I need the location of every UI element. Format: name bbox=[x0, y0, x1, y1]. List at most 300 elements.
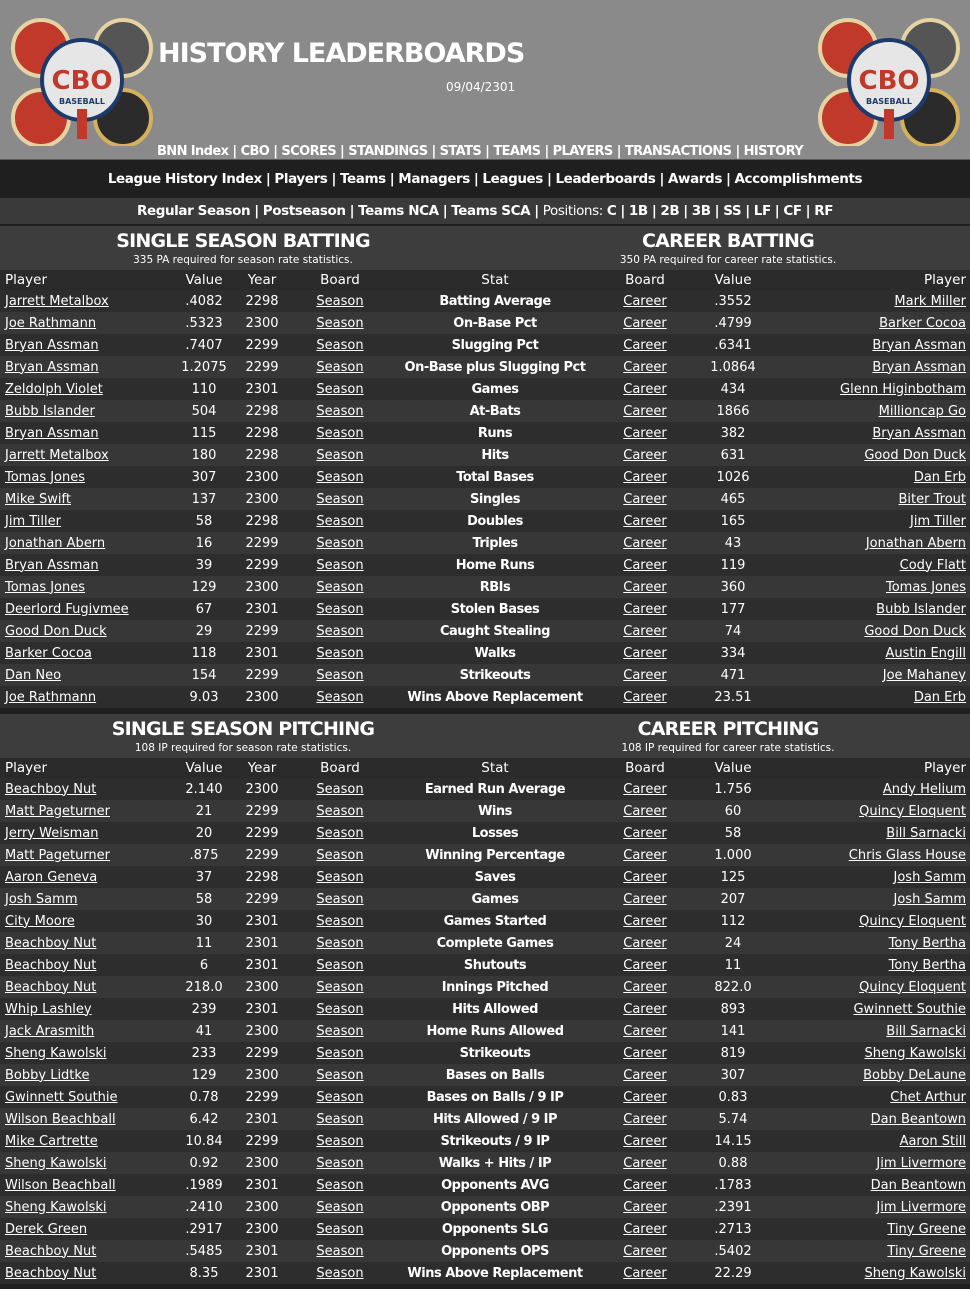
season-player-link[interactable]: Tomas Jones bbox=[5, 579, 86, 595]
career-board-link-cell bbox=[602, 532, 688, 554]
season-player-link[interactable]: Bryan Assman bbox=[5, 359, 99, 375]
season-board-link-cell bbox=[292, 576, 388, 598]
career-board-link[interactable]: Career bbox=[623, 1243, 667, 1259]
season-board-link[interactable]: Season bbox=[316, 469, 364, 485]
top-nav-link-transactions[interactable]: TRANSACTIONS bbox=[624, 144, 732, 159]
career-board-link[interactable]: Career bbox=[623, 891, 667, 907]
career-player-link[interactable]: Josh Samm bbox=[893, 891, 966, 907]
season-board-link[interactable]: Season bbox=[316, 803, 364, 819]
career-player-link[interactable]: Dan Beantown bbox=[870, 1177, 966, 1193]
season-board-link[interactable]: Season bbox=[316, 1089, 364, 1105]
season-player-link[interactable]: Jarrett Metalbox bbox=[5, 293, 109, 309]
career-player-link[interactable]: Josh Samm bbox=[893, 869, 966, 885]
season-value: 16 bbox=[176, 532, 232, 554]
career-player-link[interactable]: Good Don Duck bbox=[864, 623, 966, 639]
position-link-ss[interactable]: SS bbox=[723, 203, 742, 219]
season-player-link[interactable]: Sheng Kawolski bbox=[5, 1045, 107, 1061]
nav-separator: | bbox=[389, 171, 395, 187]
season-board-link[interactable]: Season bbox=[316, 293, 364, 309]
career-pitching-title: CAREER PITCHING bbox=[637, 718, 819, 740]
career-board-link[interactable]: Career bbox=[623, 1001, 667, 1017]
season-player-link[interactable]: Jonathan Abern bbox=[5, 535, 106, 551]
season-player-link[interactable]: Sheng Kawolski bbox=[5, 1155, 107, 1171]
career-board-link[interactable]: Career bbox=[623, 535, 667, 551]
stat-name: Strikeouts bbox=[388, 1042, 602, 1064]
season-player-link-cell bbox=[0, 422, 176, 444]
board-nav-link-teams-sca[interactable]: Teams SCA bbox=[451, 203, 531, 219]
season-player-link[interactable]: Mike Cartrette bbox=[5, 1133, 98, 1149]
career-player-link[interactable]: Bryan Assman bbox=[872, 425, 966, 441]
top-nav-link-players[interactable]: PLAYERS bbox=[552, 144, 613, 159]
career-player-link[interactable]: Good Don Duck bbox=[864, 447, 966, 463]
season-board-link-cell bbox=[292, 888, 388, 910]
career-player-link[interactable]: Austin Engill bbox=[885, 645, 966, 661]
career-board-link[interactable]: Career bbox=[623, 293, 667, 309]
career-board-link[interactable]: Career bbox=[623, 825, 667, 841]
career-player-link[interactable]: Glenn Higinbotham bbox=[840, 381, 966, 397]
stat-name: Shutouts bbox=[388, 954, 602, 976]
nav-separator: | bbox=[683, 203, 688, 219]
career-board-link[interactable]: Career bbox=[623, 557, 667, 573]
season-board-link[interactable]: Season bbox=[316, 1221, 364, 1237]
table-row bbox=[0, 598, 970, 620]
career-player-link[interactable]: Mark Miller bbox=[894, 293, 966, 309]
position-link-lf[interactable]: LF bbox=[753, 203, 771, 219]
pitching-section-header bbox=[0, 714, 970, 758]
season-board-link[interactable]: Season bbox=[316, 1265, 364, 1281]
season-player-link[interactable]: Matt Pageturner bbox=[5, 803, 111, 819]
career-player-link-cell bbox=[778, 778, 970, 800]
career-board-link[interactable]: Career bbox=[623, 645, 667, 661]
season-board-link[interactable]: Season bbox=[316, 825, 364, 841]
career-board-link[interactable]: Career bbox=[623, 847, 667, 863]
col-board-header: Board bbox=[292, 758, 388, 778]
top-nav-link-cbo[interactable]: CBO bbox=[240, 144, 270, 159]
season-value: 307 bbox=[176, 466, 232, 488]
table-row bbox=[0, 620, 970, 642]
season-value: 37 bbox=[176, 866, 232, 888]
season-year: 2300 bbox=[232, 312, 292, 334]
season-board-link[interactable]: Season bbox=[316, 315, 364, 331]
season-board-link[interactable]: Season bbox=[316, 535, 364, 551]
season-player-link[interactable]: Joe Rathmann bbox=[5, 315, 97, 331]
logo-league-text-right: CBO bbox=[858, 66, 920, 96]
history-nav-link-leaderboards[interactable]: Leaderboards bbox=[555, 171, 656, 187]
season-board-link[interactable]: Season bbox=[316, 1023, 364, 1039]
board-nav-link-postseason[interactable]: Postseason bbox=[262, 203, 346, 219]
season-value: .5323 bbox=[176, 312, 232, 334]
season-player-link[interactable]: Beachboy Nut bbox=[5, 1243, 97, 1259]
career-player-link[interactable]: Chris Glass House bbox=[848, 847, 966, 863]
season-board-link[interactable]: Season bbox=[316, 337, 364, 353]
history-nav-link-leagues[interactable]: Leagues bbox=[482, 171, 543, 187]
history-nav-link-teams[interactable]: Teams bbox=[339, 171, 386, 187]
season-board-link[interactable]: Season bbox=[316, 1111, 364, 1127]
stat-name: Doubles bbox=[388, 510, 602, 532]
career-value: .6341 bbox=[688, 334, 778, 356]
col-player-header: Player bbox=[0, 270, 176, 290]
league-logo-right[interactable] bbox=[814, 14, 964, 146]
season-player-link-cell bbox=[0, 1064, 176, 1086]
career-board-link[interactable]: Career bbox=[623, 667, 667, 683]
career-board-link[interactable]: Career bbox=[623, 425, 667, 441]
career-player-link[interactable]: Sheng Kawolski bbox=[864, 1045, 966, 1061]
career-player-link-cell bbox=[778, 1240, 970, 1262]
career-value: 0.88 bbox=[688, 1152, 778, 1174]
season-board-link[interactable]: Season bbox=[316, 1133, 364, 1149]
season-board-link[interactable]: Season bbox=[316, 869, 364, 885]
season-board-link[interactable]: Season bbox=[316, 1155, 364, 1171]
season-year: 2300 bbox=[232, 1218, 292, 1240]
career-board-link[interactable]: Career bbox=[623, 403, 667, 419]
single-season-batting-title: SINGLE SEASON BATTING bbox=[116, 230, 370, 252]
career-board-link[interactable]: Career bbox=[623, 359, 667, 375]
career-player-link[interactable]: Jim Livermore bbox=[876, 1199, 966, 1215]
career-player-link[interactable]: Andy Helium bbox=[882, 781, 966, 797]
position-link-1b[interactable]: 1B bbox=[628, 203, 648, 219]
season-board-link[interactable]: Season bbox=[316, 557, 364, 573]
history-nav-link-league-history-index[interactable]: League History Index bbox=[107, 171, 262, 187]
table-row bbox=[0, 1240, 970, 1262]
season-player-link-cell bbox=[0, 686, 176, 708]
season-player-link[interactable]: Josh Samm bbox=[5, 891, 78, 907]
career-player-link[interactable]: Tony Bertha bbox=[888, 957, 966, 973]
career-player-link-cell bbox=[778, 290, 970, 312]
career-player-link[interactable]: Bill Sarnacki bbox=[886, 1023, 966, 1039]
season-player-link[interactable]: Barker Cocoa bbox=[5, 645, 92, 661]
career-player-link[interactable]: Gwinnett Southie bbox=[853, 1001, 966, 1017]
season-board-link[interactable]: Season bbox=[316, 1045, 364, 1061]
season-player-link-cell bbox=[0, 954, 176, 976]
season-board-link[interactable]: Season bbox=[316, 601, 364, 617]
career-player-link-cell bbox=[778, 1020, 970, 1042]
career-player-link[interactable]: Bryan Assman bbox=[872, 337, 966, 353]
career-player-link-cell bbox=[778, 1064, 970, 1086]
career-player-link[interactable]: Cody Flatt bbox=[899, 557, 966, 573]
season-board-link-cell bbox=[292, 910, 388, 932]
season-board-link[interactable]: Season bbox=[316, 623, 364, 639]
nav-separator: | bbox=[805, 203, 811, 219]
season-player-link[interactable]: Bobby Lidtke bbox=[5, 1067, 90, 1083]
season-player-link[interactable]: Zeldolph Violet bbox=[5, 381, 103, 397]
season-player-link[interactable]: Good Don Duck bbox=[5, 623, 107, 639]
history-nav-link-players[interactable]: Players bbox=[274, 171, 328, 187]
career-board-link[interactable]: Career bbox=[623, 957, 667, 973]
positions-label: Positions: bbox=[542, 203, 603, 219]
season-board-link[interactable]: Season bbox=[316, 425, 364, 441]
board-nav-link-regular-season[interactable]: Regular Season bbox=[136, 203, 251, 219]
career-batting-note: 350 PA required for career rate statistics. bbox=[619, 254, 837, 266]
nav-separator: | bbox=[232, 144, 237, 159]
career-player-link[interactable]: Aaron Still bbox=[899, 1133, 966, 1149]
season-board-link[interactable]: Season bbox=[316, 381, 364, 397]
career-player-link[interactable]: Barker Cocoa bbox=[879, 315, 966, 331]
season-board-link-cell bbox=[292, 954, 388, 976]
career-board-link-cell bbox=[602, 888, 688, 910]
stat-name: Home Runs Allowed bbox=[388, 1020, 602, 1042]
season-player-link[interactable]: Beachboy Nut bbox=[5, 935, 97, 951]
career-player-link[interactable]: Sheng Kawolski bbox=[864, 1265, 966, 1281]
career-board-link[interactable]: Career bbox=[623, 1155, 667, 1171]
season-year: 2300 bbox=[232, 1196, 292, 1218]
career-board-link[interactable]: Career bbox=[623, 935, 667, 951]
season-board-link[interactable]: Season bbox=[316, 1199, 364, 1215]
career-player-link[interactable]: Tiny Greene bbox=[887, 1221, 966, 1237]
career-board-link-cell bbox=[602, 1042, 688, 1064]
career-player-link[interactable]: Tomas Jones bbox=[885, 579, 966, 595]
career-player-link[interactable]: Bill Sarnacki bbox=[886, 825, 966, 841]
career-player-link[interactable]: Chet Arthur bbox=[890, 1089, 966, 1105]
career-value: .2391 bbox=[688, 1196, 778, 1218]
career-board-link[interactable]: Career bbox=[623, 913, 667, 929]
career-board-link-cell bbox=[602, 866, 688, 888]
season-player-link[interactable]: City Moore bbox=[5, 913, 75, 929]
career-board-link[interactable]: Career bbox=[623, 781, 667, 797]
top-nav-link-standings[interactable]: STANDINGS bbox=[348, 144, 428, 159]
career-board-link[interactable]: Career bbox=[623, 1221, 667, 1237]
career-board-link-cell bbox=[602, 954, 688, 976]
position-link-cf[interactable]: CF bbox=[783, 203, 802, 219]
stat-name: Singles bbox=[388, 488, 602, 510]
table-row bbox=[0, 1174, 970, 1196]
career-board-link[interactable]: Career bbox=[623, 601, 667, 617]
season-board-link[interactable]: Season bbox=[316, 667, 364, 683]
career-board-link[interactable]: Career bbox=[623, 1133, 667, 1149]
top-nav-link-teams[interactable]: TEAMS bbox=[493, 144, 541, 159]
season-player-link[interactable]: Jack Arasmith bbox=[5, 1023, 95, 1039]
season-board-link[interactable]: Season bbox=[316, 891, 364, 907]
career-board-link[interactable]: Career bbox=[623, 491, 667, 507]
top-nav-link-stats[interactable]: STATS bbox=[439, 144, 482, 159]
season-player-link[interactable]: Bubb Islander bbox=[5, 403, 95, 419]
top-nav-link-bnn-index[interactable]: BNN Index bbox=[157, 144, 229, 159]
season-board-link[interactable]: Season bbox=[316, 689, 364, 705]
career-player-link[interactable]: Quincy Eloquent bbox=[859, 913, 966, 929]
season-board-link[interactable]: Season bbox=[316, 847, 364, 863]
season-year: 2300 bbox=[232, 576, 292, 598]
nav-separator: | bbox=[473, 171, 479, 187]
position-link-rf[interactable]: RF bbox=[814, 203, 834, 219]
career-board-link[interactable]: Career bbox=[623, 337, 667, 353]
season-player-link[interactable]: Beachboy Nut bbox=[5, 957, 97, 973]
season-value: 30 bbox=[176, 910, 232, 932]
career-player-link[interactable]: Dan Erb bbox=[913, 469, 966, 485]
season-player-link-cell bbox=[0, 1196, 176, 1218]
career-board-link-cell bbox=[602, 1130, 688, 1152]
position-link-3b[interactable]: 3B bbox=[691, 203, 711, 219]
career-player-link[interactable]: Bobby DeLaune bbox=[863, 1067, 966, 1083]
season-board-link[interactable]: Season bbox=[316, 513, 364, 529]
stat-name: Losses bbox=[388, 822, 602, 844]
season-player-link[interactable]: Sheng Kawolski bbox=[5, 1199, 107, 1215]
table-row bbox=[0, 422, 970, 444]
career-board-link[interactable]: Career bbox=[623, 469, 667, 485]
season-year: 2300 bbox=[232, 488, 292, 510]
season-player-link[interactable]: Bryan Assman bbox=[5, 557, 99, 573]
career-board-link[interactable]: Career bbox=[623, 1199, 667, 1215]
career-player-link-cell bbox=[778, 554, 970, 576]
history-nav-link-managers[interactable]: Managers bbox=[398, 171, 470, 187]
season-player-link-cell bbox=[0, 1042, 176, 1064]
season-board-link-cell bbox=[292, 312, 388, 334]
career-board-link[interactable]: Career bbox=[623, 315, 667, 331]
stat-name: Triples bbox=[388, 532, 602, 554]
career-board-link[interactable]: Career bbox=[623, 1067, 667, 1083]
career-player-link-cell bbox=[778, 844, 970, 866]
season-year: 2301 bbox=[232, 998, 292, 1020]
season-player-link[interactable]: Joe Rathmann bbox=[5, 689, 97, 705]
season-board-link-cell bbox=[292, 1042, 388, 1064]
career-player-link[interactable]: Biter Trout bbox=[898, 491, 966, 507]
season-board-link-cell bbox=[292, 642, 388, 664]
season-value: 118 bbox=[176, 642, 232, 664]
career-board-link[interactable]: Career bbox=[623, 689, 667, 705]
career-board-link[interactable]: Career bbox=[623, 447, 667, 463]
season-player-link[interactable]: Beachboy Nut bbox=[5, 979, 97, 995]
season-player-link[interactable]: Wilson Beachball bbox=[5, 1111, 116, 1127]
career-player-link[interactable]: Joe Mahaney bbox=[882, 667, 966, 683]
season-player-link[interactable]: Jerry Weisman bbox=[5, 825, 99, 841]
season-board-link[interactable]: Season bbox=[316, 491, 364, 507]
season-player-link-cell bbox=[0, 378, 176, 400]
season-player-link[interactable]: Tomas Jones bbox=[5, 469, 86, 485]
col-career-board-header: Board bbox=[602, 270, 688, 290]
career-board-link[interactable]: Career bbox=[623, 869, 667, 885]
position-link-c[interactable]: C bbox=[606, 203, 617, 219]
career-player-link[interactable]: Quincy Eloquent bbox=[859, 979, 966, 995]
career-player-link[interactable]: Dan Beantown bbox=[870, 1111, 966, 1127]
season-value: 58 bbox=[176, 510, 232, 532]
position-link-2b[interactable]: 2B bbox=[660, 203, 680, 219]
season-player-link[interactable]: Deerlord Fugivmee bbox=[5, 601, 129, 617]
season-year: 2300 bbox=[232, 1020, 292, 1042]
career-player-link[interactable]: Quincy Eloquent bbox=[859, 803, 966, 819]
season-value: 8.35 bbox=[176, 1262, 232, 1284]
career-board-link[interactable]: Career bbox=[623, 513, 667, 529]
career-board-link[interactable]: Career bbox=[623, 1177, 667, 1193]
stat-name: Opponents SLG bbox=[388, 1218, 602, 1240]
season-player-link-cell bbox=[0, 334, 176, 356]
season-board-link[interactable]: Season bbox=[316, 781, 364, 797]
stat-name: RBIs bbox=[388, 576, 602, 598]
top-nav-link-history[interactable]: HISTORY bbox=[743, 144, 804, 159]
career-player-link[interactable]: Jim Tiller bbox=[910, 513, 966, 529]
stat-name: Wins Above Replacement bbox=[388, 1262, 602, 1284]
season-player-link[interactable]: Bryan Assman bbox=[5, 337, 99, 353]
league-logo[interactable] bbox=[7, 14, 157, 146]
history-nav-link-awards[interactable]: Awards bbox=[667, 171, 722, 187]
page-header bbox=[0, 0, 970, 160]
career-player-link-cell bbox=[778, 686, 970, 708]
season-player-link[interactable]: Jarrett Metalbox bbox=[5, 447, 109, 463]
top-nav-link-scores[interactable]: SCORES bbox=[281, 144, 337, 159]
season-player-link[interactable]: Matt Pageturner bbox=[5, 847, 111, 863]
season-board-link-cell bbox=[292, 800, 388, 822]
table-row bbox=[0, 1064, 970, 1086]
season-player-link[interactable]: Mike Swift bbox=[5, 491, 71, 507]
season-player-link[interactable]: Beachboy Nut bbox=[5, 1265, 97, 1281]
season-player-link[interactable]: Derek Green bbox=[5, 1221, 88, 1237]
season-player-link[interactable]: Beachboy Nut bbox=[5, 781, 97, 797]
season-board-link[interactable]: Season bbox=[316, 1001, 364, 1017]
season-board-link[interactable]: Season bbox=[316, 979, 364, 995]
season-board-link[interactable]: Season bbox=[316, 359, 364, 375]
season-player-link[interactable]: Wilson Beachball bbox=[5, 1177, 116, 1193]
career-board-link[interactable]: Career bbox=[623, 1023, 667, 1039]
season-board-link[interactable]: Season bbox=[316, 447, 364, 463]
season-board-link[interactable]: Season bbox=[316, 913, 364, 929]
career-board-link[interactable]: Career bbox=[623, 579, 667, 595]
career-board-link[interactable]: Career bbox=[623, 979, 667, 995]
season-board-link[interactable]: Season bbox=[316, 403, 364, 419]
table-row bbox=[0, 1086, 970, 1108]
season-board-link-cell bbox=[292, 998, 388, 1020]
table-row bbox=[0, 356, 970, 378]
batting-section-header bbox=[0, 226, 970, 270]
career-player-link[interactable]: Dan Erb bbox=[913, 689, 966, 705]
season-board-link[interactable]: Season bbox=[316, 1067, 364, 1083]
season-board-link[interactable]: Season bbox=[316, 645, 364, 661]
history-nav-link-accomplishments[interactable]: Accomplishments bbox=[734, 171, 863, 187]
season-player-link-cell bbox=[0, 576, 176, 598]
career-board-link[interactable]: Career bbox=[623, 1265, 667, 1281]
season-player-link-cell bbox=[0, 910, 176, 932]
career-player-link[interactable]: Jim Livermore bbox=[876, 1155, 966, 1171]
career-board-link[interactable]: Career bbox=[623, 381, 667, 397]
season-player-link[interactable]: Aaron Geneva bbox=[5, 869, 98, 885]
career-player-link-cell bbox=[778, 998, 970, 1020]
career-player-link-cell bbox=[778, 444, 970, 466]
season-board-link[interactable]: Season bbox=[316, 957, 364, 973]
season-player-link-cell bbox=[0, 664, 176, 686]
career-value: 1.0864 bbox=[688, 356, 778, 378]
stat-name: Home Runs bbox=[388, 554, 602, 576]
season-board-link[interactable]: Season bbox=[316, 935, 364, 951]
career-player-link[interactable]: Tony Bertha bbox=[888, 935, 966, 951]
career-board-link[interactable]: Career bbox=[623, 623, 667, 639]
season-year: 2299 bbox=[232, 844, 292, 866]
season-player-link[interactable]: Gwinnett Southie bbox=[5, 1089, 118, 1105]
career-player-link[interactable]: Bryan Assman bbox=[872, 359, 966, 375]
career-value: .3552 bbox=[688, 290, 778, 312]
career-player-link[interactable]: Bubb Islander bbox=[876, 601, 966, 617]
career-board-link[interactable]: Career bbox=[623, 1111, 667, 1127]
career-player-link[interactable]: Tiny Greene bbox=[887, 1243, 966, 1259]
season-player-link-cell bbox=[0, 1152, 176, 1174]
board-nav-link-teams-nca[interactable]: Teams NCA bbox=[358, 203, 439, 219]
table-row bbox=[0, 1020, 970, 1042]
season-board-link[interactable]: Season bbox=[316, 1243, 364, 1259]
career-board-link[interactable]: Career bbox=[623, 1045, 667, 1061]
nav-separator: | bbox=[534, 203, 539, 219]
career-player-link[interactable]: Jonathan Abern bbox=[865, 535, 966, 551]
season-player-link[interactable]: Jim Tiller bbox=[5, 513, 61, 529]
career-player-link[interactable]: Millioncap Go bbox=[878, 403, 966, 419]
season-player-link[interactable]: Dan Neo bbox=[5, 667, 62, 683]
season-board-link[interactable]: Season bbox=[316, 579, 364, 595]
season-year: 2299 bbox=[232, 822, 292, 844]
career-board-link[interactable]: Career bbox=[623, 803, 667, 819]
season-player-link-cell bbox=[0, 554, 176, 576]
season-board-link-cell bbox=[292, 1130, 388, 1152]
season-player-link[interactable]: Whip Lashley bbox=[5, 1001, 92, 1017]
season-board-link[interactable]: Season bbox=[316, 1177, 364, 1193]
season-value: .5485 bbox=[176, 1240, 232, 1262]
season-player-link[interactable]: Bryan Assman bbox=[5, 425, 99, 441]
career-board-link-cell bbox=[602, 554, 688, 576]
career-board-link-cell bbox=[602, 1064, 688, 1086]
career-board-link[interactable]: Career bbox=[623, 1089, 667, 1105]
